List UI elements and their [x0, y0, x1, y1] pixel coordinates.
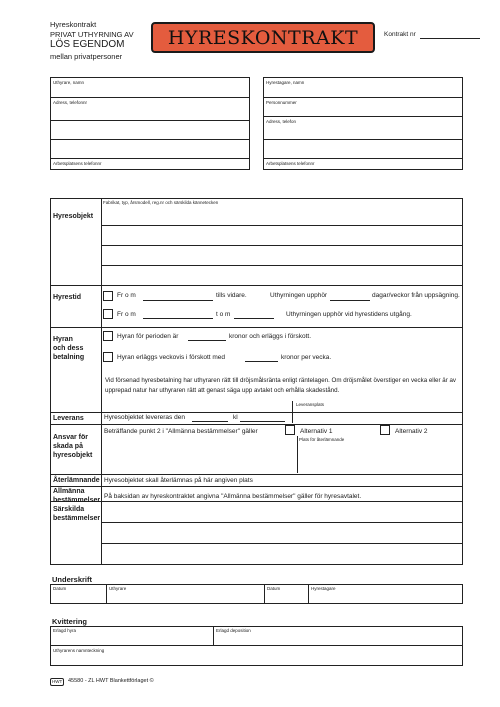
- leverans-text-a: Hyresobjektet levereras den: [104, 414, 185, 421]
- hyrestid-opt1-mid: tills vidare.: [216, 292, 247, 299]
- landlord-name-label: Uthyrare, namn: [53, 80, 85, 85]
- header-line1: Hyreskontrakt: [50, 20, 97, 29]
- section-hyrestid-label: Hyrestid: [53, 294, 82, 301]
- ansvar-alt1-label: Alternativ 1: [300, 428, 333, 435]
- hwt-logo: HWT: [52, 679, 63, 684]
- sarskilda-field[interactable]: [102, 502, 460, 562]
- hyran-opt1-a: Hyran för perioden är: [117, 333, 179, 340]
- hyresobjekt-field[interactable]: [102, 206, 460, 282]
- landlord-signature-field[interactable]: [106, 590, 262, 602]
- header-line2: PRIVAT UTHYRNING AV: [50, 30, 134, 39]
- receipt-signature-label: Uthyrarens namnteckning: [53, 648, 105, 653]
- sig-date2-label: Datum: [267, 586, 281, 591]
- signature-heading: Underskrift: [52, 575, 93, 584]
- hyrestid-opt1-from-field[interactable]: [143, 300, 213, 301]
- leverans-time-field[interactable]: [240, 421, 285, 422]
- landlord-name-field[interactable]: [51, 86, 247, 95]
- ansvar-return-caption: Plats för återlämnande: [299, 437, 345, 442]
- leverans-place-caption: Leveransplats: [296, 402, 325, 407]
- hyrestid-opt2-right: Uthyrningen upphör vid hyrestidens utgång.: [286, 311, 412, 318]
- hyran-option2-checkbox[interactable]: [103, 352, 113, 362]
- receipt-heading: Kvittering: [52, 617, 88, 626]
- hyran-period-amount-field[interactable]: [188, 340, 226, 341]
- hyrestid-opt1-end: dagar/veckor från uppsägning.: [372, 292, 460, 299]
- rent-paid-field[interactable]: [52, 633, 207, 643]
- hyrestid-opt1-right: Uthyrningen upphör: [270, 292, 328, 299]
- section-leverans-label: Leverans: [53, 415, 84, 422]
- header-line3: LÖS EGENDOM: [50, 39, 125, 50]
- hyran-opt2-b: kronor per vecka.: [281, 354, 332, 361]
- hyrestid-opt2-to-field[interactable]: [234, 318, 274, 319]
- sig-date1-label: Datum: [53, 586, 67, 591]
- hyran-option1-checkbox[interactable]: [103, 331, 113, 341]
- contract-number-label: Kontrakt nr: [384, 31, 416, 38]
- sig-party1-label: Uthyrare: [109, 586, 127, 591]
- footer-form-number: 45580 - ZL HWT Blankettförlaget ©: [68, 678, 154, 684]
- hyrestid-opt2-from: Fr o m: [117, 311, 136, 318]
- tenant-signature-field[interactable]: [308, 590, 460, 602]
- section-hyran-label: Hyran och dess betalning: [53, 336, 85, 361]
- hyran-note: Vid försenad hyresbetalning har uthyraren rätt till dröjsmålsränta enligt räntelagen. Om dröjsmålet överstiger en vecka eller är av upprepad natur har uthyraren rätt att genast säga upp avtalet och erhålla skadestånd.: [105, 377, 457, 394]
- leverans-date-field[interactable]: [192, 421, 228, 422]
- ansvar-alt2-checkbox[interactable]: [380, 425, 390, 435]
- hyrestid-option1-checkbox[interactable]: [103, 291, 113, 301]
- allmanna-text: På baksidan av hyreskontraktet angivna "Allmänna bestämmelser" gäller för hyresavtalet.: [104, 493, 362, 500]
- ansvar-text: Beträffande punkt 2 i "Allmänna bestämmelser" gäller: [104, 428, 258, 435]
- hyran-opt2-a: Hyran erläggs veckovis i förskott med: [117, 354, 226, 361]
- receipt-rent-label: Erlagd hyra: [53, 628, 77, 633]
- section-sarskilda-label: Särskilda bestämmelser: [53, 506, 101, 522]
- contract-number-field[interactable]: [420, 38, 480, 39]
- hyrestid-opt2-mid: t o m: [216, 311, 231, 318]
- leverans-place-field[interactable]: [294, 408, 460, 421]
- tenant-workphone-label: Arbetsplatsens telefonnr: [266, 161, 315, 166]
- tenant-name-label: Hyrestagare, namn: [266, 80, 305, 85]
- header-line4: mellan privatpersoner: [50, 52, 123, 61]
- leverans-text-b: kl: [233, 414, 238, 421]
- ansvar-alt1-checkbox[interactable]: [285, 425, 295, 435]
- hyrestid-opt1-from: Fr o m: [117, 292, 136, 299]
- hyrestid-opt2-from-field[interactable]: [143, 318, 213, 319]
- landlord-address-label: Adress, telefonnr: [53, 100, 88, 105]
- ansvar-alt2-label: Alternativ 2: [395, 428, 428, 435]
- section-ansvar-label: Ansvar för skada på hyresobjekt: [53, 434, 93, 459]
- hyrestid-notice-field[interactable]: [330, 300, 370, 301]
- landlord-workphone-label: Arbetsplatsens telefonnr: [53, 161, 102, 166]
- aterlamnande-text: Hyresobjektet skall återlämnas på här angiven plats: [104, 477, 253, 484]
- hyran-weekly-amount-field[interactable]: [245, 361, 278, 362]
- deposit-paid-field[interactable]: [215, 633, 460, 643]
- return-place-field[interactable]: [299, 443, 460, 471]
- tenant-name-field[interactable]: [264, 86, 460, 95]
- hyresobjekt-caption: Fabrikat, typ, årsmodell, reg.nr och särskilda kännetecken: [103, 200, 219, 205]
- sig-party2-label: Hyrestagare: [311, 586, 336, 591]
- section-allmanna-label: Allmänna bestämmelser: [53, 488, 101, 504]
- section-hyresobjekt-label: Hyresobjekt: [53, 213, 94, 220]
- receipt-deposit-label: Erlagd deposition: [216, 628, 251, 633]
- section-aterlamnande-label: Återlämnande: [53, 477, 100, 484]
- tenant-address-label: Adress, telefon: [266, 119, 297, 124]
- hyrestid-option2-checkbox[interactable]: [103, 309, 113, 319]
- tenant-id-label: Personnummer: [266, 100, 297, 105]
- hyran-opt1-b: kronor och erläggs i förskott.: [229, 333, 312, 340]
- receipt-signature-field[interactable]: [52, 652, 460, 664]
- document-title: HYRESKONTRAKT: [151, 22, 375, 53]
